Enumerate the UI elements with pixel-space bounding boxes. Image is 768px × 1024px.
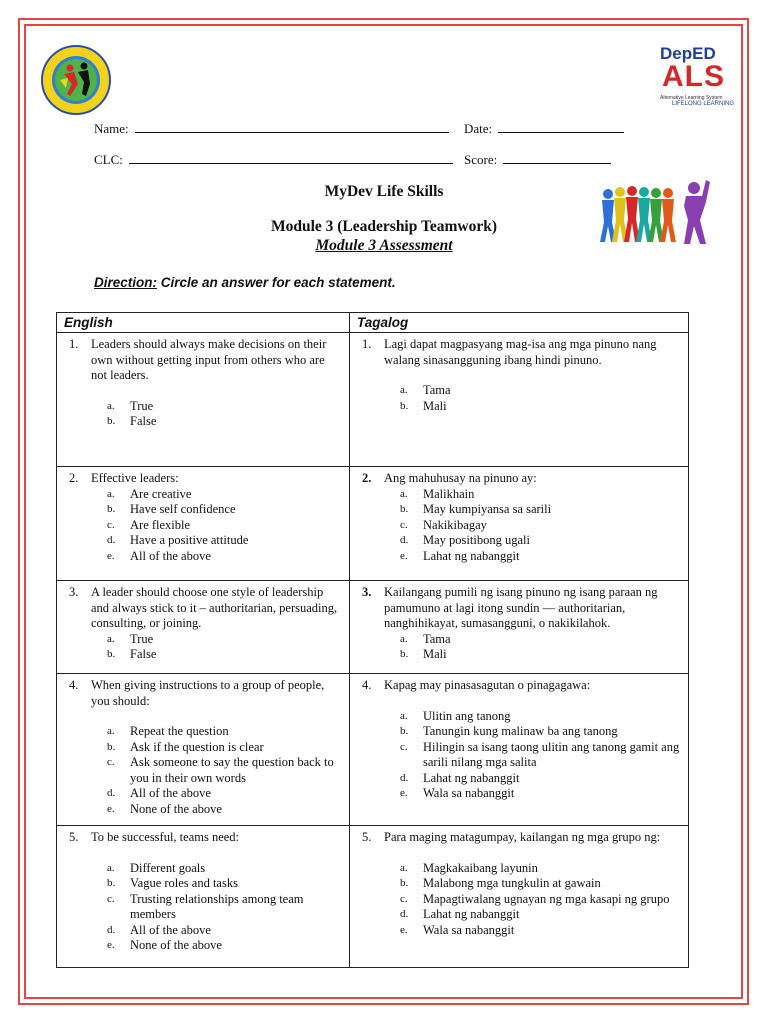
answer-option[interactable]: b. Ask if the question is clear bbox=[107, 739, 264, 754]
question-cell-tl bbox=[350, 826, 688, 940]
als-tagline: Alternative Learning System bbox=[660, 95, 723, 101]
answer-option[interactable]: c. Hilingin sa isang taong ulitin ang tanong gamit ang sarili nilang mga salita bbox=[400, 739, 680, 769]
question-number: 1. bbox=[69, 337, 79, 351]
question-text: Ang mahuhusay na pinuno ay: bbox=[384, 471, 537, 485]
answer-option[interactable]: e. All of the above bbox=[107, 548, 211, 563]
score-label: Score: bbox=[464, 152, 498, 167]
table-row bbox=[57, 333, 689, 467]
question-cell-tl bbox=[350, 581, 688, 665]
table-row bbox=[57, 581, 689, 674]
answer-option[interactable]: d. Lahat ng nabanggit bbox=[400, 770, 520, 785]
question-text: Effective leaders: bbox=[91, 471, 179, 485]
table-header-row bbox=[57, 313, 689, 333]
name-label: Name: bbox=[94, 121, 129, 136]
question-text: Kailangang pumili ng isang pinuno ng isang paraan ng pamumuno at lagi itong sundin — authoritarian, nanghihikayat, sumasangguni, o nakikilahok. bbox=[384, 585, 658, 630]
question-cell-en bbox=[57, 826, 349, 956]
answer-option[interactable]: a. Different goals bbox=[107, 860, 206, 875]
answer-option[interactable]: a. Tama bbox=[400, 631, 451, 646]
answer-option[interactable]: a. Ulitin ang tanong bbox=[400, 708, 511, 723]
direction-label: Direction: bbox=[94, 275, 158, 290]
question-text: Kapag may pinasasagutan o pinagagawa: bbox=[384, 678, 591, 692]
answer-option[interactable]: a. Repeat the question bbox=[107, 724, 229, 738]
answer-option[interactable]: c. Nakikibagay bbox=[400, 517, 487, 532]
answer-option[interactable]: c. Ask someone to say the question back to you in their own words bbox=[107, 755, 334, 785]
answer-option[interactable]: b. Mali bbox=[400, 398, 447, 413]
answer-option[interactable]: a. Are creative bbox=[107, 486, 192, 501]
question-cell-tl bbox=[350, 333, 688, 416]
question-cell-en bbox=[57, 333, 349, 432]
answer-option[interactable]: e. Wala sa nabanggit bbox=[400, 786, 515, 800]
answer-option[interactable]: e. Wala sa nabanggit bbox=[400, 922, 515, 937]
question-cell-en bbox=[57, 467, 349, 566]
answer-option[interactable]: b. Vague roles and tasks bbox=[107, 876, 238, 890]
als-logo-text: ALS bbox=[662, 60, 725, 93]
answer-option[interactable]: c. Trusting relationships among team members bbox=[107, 891, 304, 921]
question-text: Leaders should always make decisions on their own without getting input from others who are not leaders. bbox=[91, 337, 327, 382]
question-cell-en bbox=[57, 581, 349, 665]
name-field[interactable] bbox=[94, 120, 449, 137]
answer-option[interactable]: b. Tanungin kung malinaw ba ang tanong bbox=[400, 724, 618, 738]
direction-instruction: Circle an answer for each statement. bbox=[160, 275, 396, 290]
direction-text bbox=[94, 275, 396, 290]
question-number: 3. bbox=[362, 585, 372, 599]
question-cell-tl bbox=[350, 674, 688, 804]
question-text: Lagi dapat magpasyang mag-isa ang mga pinuno nang walang sinasangguning ibang hindi pinuno. bbox=[384, 337, 657, 367]
answer-option[interactable]: d. All of the above bbox=[107, 922, 211, 937]
youth-seal-logo bbox=[40, 44, 112, 116]
als-tagline-lifelong: LIFELONG LEARNING bbox=[672, 101, 735, 107]
column-header-english: English bbox=[57, 313, 350, 333]
answer-option[interactable]: b. False bbox=[107, 414, 157, 428]
name-blank-line[interactable] bbox=[135, 120, 449, 133]
answer-option[interactable]: b. False bbox=[107, 647, 157, 661]
clc-field[interactable] bbox=[94, 151, 453, 168]
clc-label: CLC: bbox=[94, 152, 123, 167]
question-number: 3. bbox=[69, 585, 79, 599]
answer-option[interactable]: b. Malabong mga tungkulin at gawain bbox=[400, 876, 601, 890]
table-row bbox=[57, 674, 689, 826]
answer-option[interactable]: c. Mapagtiwalang ugnayan ng mga kasapi ng grupo bbox=[400, 891, 670, 906]
answer-option[interactable]: a. Malikhain bbox=[400, 486, 475, 501]
answer-option[interactable]: d. All of the above bbox=[107, 786, 211, 800]
date-field[interactable] bbox=[464, 120, 624, 137]
date-blank-line[interactable] bbox=[498, 120, 624, 133]
answer-option[interactable]: a. Tama bbox=[400, 383, 451, 397]
answer-option[interactable]: c. Are flexible bbox=[107, 517, 191, 532]
question-number: 4. bbox=[69, 678, 79, 692]
answer-option[interactable]: d. Lahat ng nabanggit bbox=[400, 907, 520, 921]
question-number: 5. bbox=[362, 830, 372, 844]
assessment-title: Module 3 Assessment bbox=[315, 237, 453, 254]
question-text: To be successful, teams need: bbox=[91, 830, 240, 844]
answer-option[interactable]: b. Have self confidence bbox=[107, 502, 236, 516]
deped-logo-text: DepED bbox=[660, 44, 716, 63]
question-number: 4. bbox=[362, 678, 372, 692]
table-row bbox=[57, 826, 689, 968]
answer-option[interactable]: b. May kumpiyansa sa sarili bbox=[400, 502, 552, 516]
question-text: A leader should choose one style of leadership and always stick to it – authoritarian, persuading, consulting, or joining. bbox=[91, 585, 338, 630]
answer-option[interactable]: e. None of the above bbox=[107, 801, 222, 816]
score-blank-line[interactable] bbox=[503, 151, 611, 164]
question-cell-tl bbox=[350, 467, 688, 566]
assessment-table bbox=[56, 312, 689, 968]
table-row bbox=[57, 467, 689, 581]
question-number: 2. bbox=[362, 471, 372, 485]
question-text: Para maging matagumpay, kailangan ng mga grupo ng: bbox=[384, 830, 661, 844]
answer-option[interactable]: a. True bbox=[107, 631, 154, 646]
answer-option[interactable]: e. Lahat ng nabanggit bbox=[400, 548, 520, 563]
answer-option[interactable]: e. None of the above bbox=[107, 938, 222, 952]
question-number: 5. bbox=[69, 830, 79, 844]
column-header-tagalog: Tagalog bbox=[350, 313, 689, 333]
question-text: When giving instructions to a group of people, you should: bbox=[91, 678, 325, 708]
answer-option[interactable]: d. Have a positive attitude bbox=[107, 533, 249, 547]
clc-blank-line[interactable] bbox=[129, 151, 453, 164]
answer-option[interactable]: b. Mali bbox=[400, 647, 447, 661]
question-number: 1. bbox=[362, 337, 372, 351]
answer-option[interactable]: a. Magkakaibang layunin bbox=[400, 860, 538, 875]
question-cell-en bbox=[57, 674, 349, 819]
date-label: Date: bbox=[464, 121, 493, 136]
question-number: 2. bbox=[69, 471, 79, 485]
deped-als-logo bbox=[654, 44, 742, 110]
module-title: Module 3 (Leadership Teamwork) bbox=[270, 218, 498, 235]
answer-option[interactable]: a. True bbox=[107, 398, 154, 413]
score-field[interactable] bbox=[464, 151, 611, 168]
teamwork-figures-illustration bbox=[596, 176, 716, 248]
answer-option[interactable]: d. May positibong ugali bbox=[400, 533, 530, 547]
course-title: MyDev Life Skills bbox=[324, 183, 444, 200]
